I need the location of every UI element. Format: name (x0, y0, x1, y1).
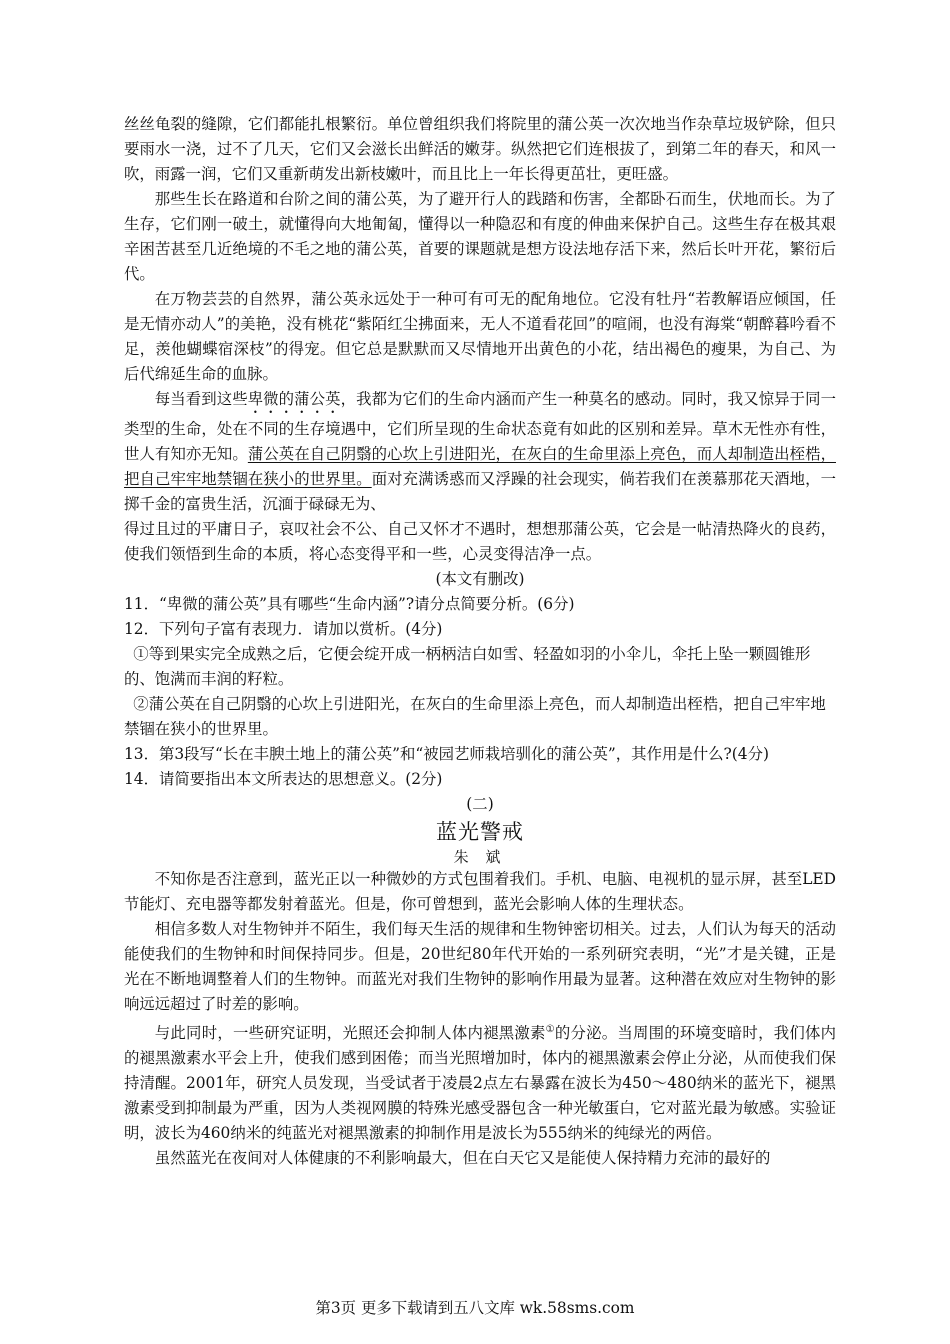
section-number: (二) (466, 795, 494, 813)
passage2-paragraph-1: 不知你是否注意到，蓝光正以一种微妙的方式包围着我们。手机、电脑、电视机的显示屏，甚至LED节能灯、充电器等都发射着蓝光。但是，你可曾想到，蓝光会影响人体的生理状态。 (124, 870, 836, 913)
p4-text-c: 面对充满诱惑而又浮躁的社会现实，倘若我们在羡慕那花天酒地，一掷千金的富贵生活，沉湎于碌碌无为、 (124, 470, 836, 513)
underlined-sentence: 蒲公英在自己阴翳的心坎上引进阳光，在灰白的生命里添上亮色，而人却制造出桎梏，把自己牢牢地禁锢在狭小的世界里。 (124, 445, 836, 488)
question-11: 11．“卑微的蒲公英”具有哪些“生命内涵”?请分点简要分析。(6分) (124, 595, 575, 613)
page-footer: 第3页 更多下载请到五八文库 wk.58sms.com (315, 1299, 635, 1317)
footnote-marker: ① (545, 1024, 555, 1035)
p4-text-a: 每当看到这些 (154, 390, 248, 408)
question-12: 12．下列句子富有表现力．请加以赏析。(4分) (124, 620, 443, 638)
passage1-paragraph-1: 丝丝龟裂的缝隙，它们都能扎根繁衍。单位曾组织我们将院里的蒲公英一次次地当作杂草垃圾铲除，但只要雨水一浇，过不了几天，它们又会滋长出鲜活的嫩芽。纵然把它们连根拔了，到第二年的春天，和风一吹，雨露一润，它们又重新萌发出新枝嫩叶，而且比上一年长得更茁壮，更旺盛。 (124, 115, 836, 183)
question-12-item-2: ②蒲公英在自己阴翳的心坎上引进阳光，在灰白的生命里添上亮色，而人却制造出桎梏，把自己牢牢地禁锢在狭小的世界里。 (124, 695, 826, 738)
source-note: (本文有删改) (435, 570, 525, 588)
dotted-phrase: 卑微的蒲公英 (247, 390, 341, 408)
p4-text-b: ，我都为它们的生命内涵而产生一种莫名的感动。同时，我又惊异于同一类型的生命，处在不同的生存境遇中，它们所呈现的生命状态竟有如此的区别和差异。草木无性亦有性，世人有知亦无知。 (124, 390, 836, 463)
passage1-paragraph-4-cont: 得过且过的平庸日子，哀叹社会不公、自己又怀才不遇时，想想那蒲公英，它会是一帖清热降火的良药，使我们领悟到生命的本质，将心态变得平和一些，心灵变得洁净一点。 (124, 520, 836, 563)
question-13: 13．第3段写“长在丰腴土地上的蒲公英”和“被园艺师栽培驯化的蒲公英”，其作用是什么?(4分) (124, 745, 769, 763)
passage2-paragraph-3 (124, 1017, 836, 1146)
passage2-paragraph-2: 相信多数人对生物钟并不陌生，我们每天生活的规律和生物钟密切相关。过去，人们认为每天的活动能使我们的生物钟和时间保持同步。但是，20世纪80年代开始的一系列研究表明，“光”才是关键，正是光在不断地调整着人们的生物钟。而蓝光对我们生物钟的影响作用最为显著。这种潜在效应对生物钟的影响远远超过了时差的影响。 (124, 920, 836, 1013)
passage1-paragraph-2: 那些生长在路道和台阶之间的蒲公英，为了避开行人的践踏和伤害，全都卧石而生，伏地而长。为了生存，它们刚一破土，就懂得向大地匍匐，懂得以一种隐忍和有度的伸曲来保护自己。这些生存在极其艰辛困苦甚至几近绝境的不毛之地的蒲公英，首要的课题就是想方设法地存活下来，然后长叶开花，繁衍后代。 (124, 190, 836, 283)
passage2-paragraph-4: 虽然蓝光在夜间对人体健康的不利影响最大，但在白天它又是能使人保持精力充沛的最好的 (154, 1149, 771, 1168)
article-author: 朱 斌 (453, 848, 507, 866)
p3-text-a: 与此同时，一些研究证明，光照还会抑制人体内褪黑激素 (154, 1024, 546, 1043)
question-12-item-1: ①等到果实完全成熟之后，它便会绽开成一柄柄洁白如雪、轻盈如羽的小伞儿，伞托上坠一颗圆锥形的、饱满而丰润的籽粒。 (124, 645, 811, 688)
passage1-paragraph-3: 在万物芸芸的自然界，蒲公英永远处于一种可有可无的配角地位。它没有牡丹“若教解语应倾国，任是无情亦动人”的美艳，没有桃花“紫陌红尘拂面来，无人不道看花回”的喧闹，也没有海棠“朝醉暮吟看不足，羡他蝴蝶宿深枝”的得宠。但它总是默默而又尽情地开出黄色的小花，结出褐色的瘦果，为自己、为后代绵延生命的血脉。 (124, 290, 836, 383)
article-title: 蓝光警戒 (436, 820, 524, 844)
passage1-paragraph-4 (124, 387, 836, 517)
content-column (124, 112, 836, 1171)
p3-text-b: 的分泌。当周围的环境变暗时，我们体内的褪黑激素水平会上升，使我们感到困倦；而当光照增加时，体内的褪黑激素会停止分泌，从而使我们保持清醒。2001年，研究人员发现，当受试者于凌晨2点左右暴露在波长为450～480纳米的蓝光下，褪黑激素受到抑制最为严重，因为人类视网膜的特殊光感受器包含一种光敏蛋白，它对蓝光最为敏感。实验证明，波长为460纳米的纯蓝光对褪黑激素的抑制作用是波长为555纳米的纯绿光的两倍。 (124, 1024, 836, 1143)
question-14: 14．请简要指出本文所表达的思想意义。(2分) (124, 770, 443, 788)
